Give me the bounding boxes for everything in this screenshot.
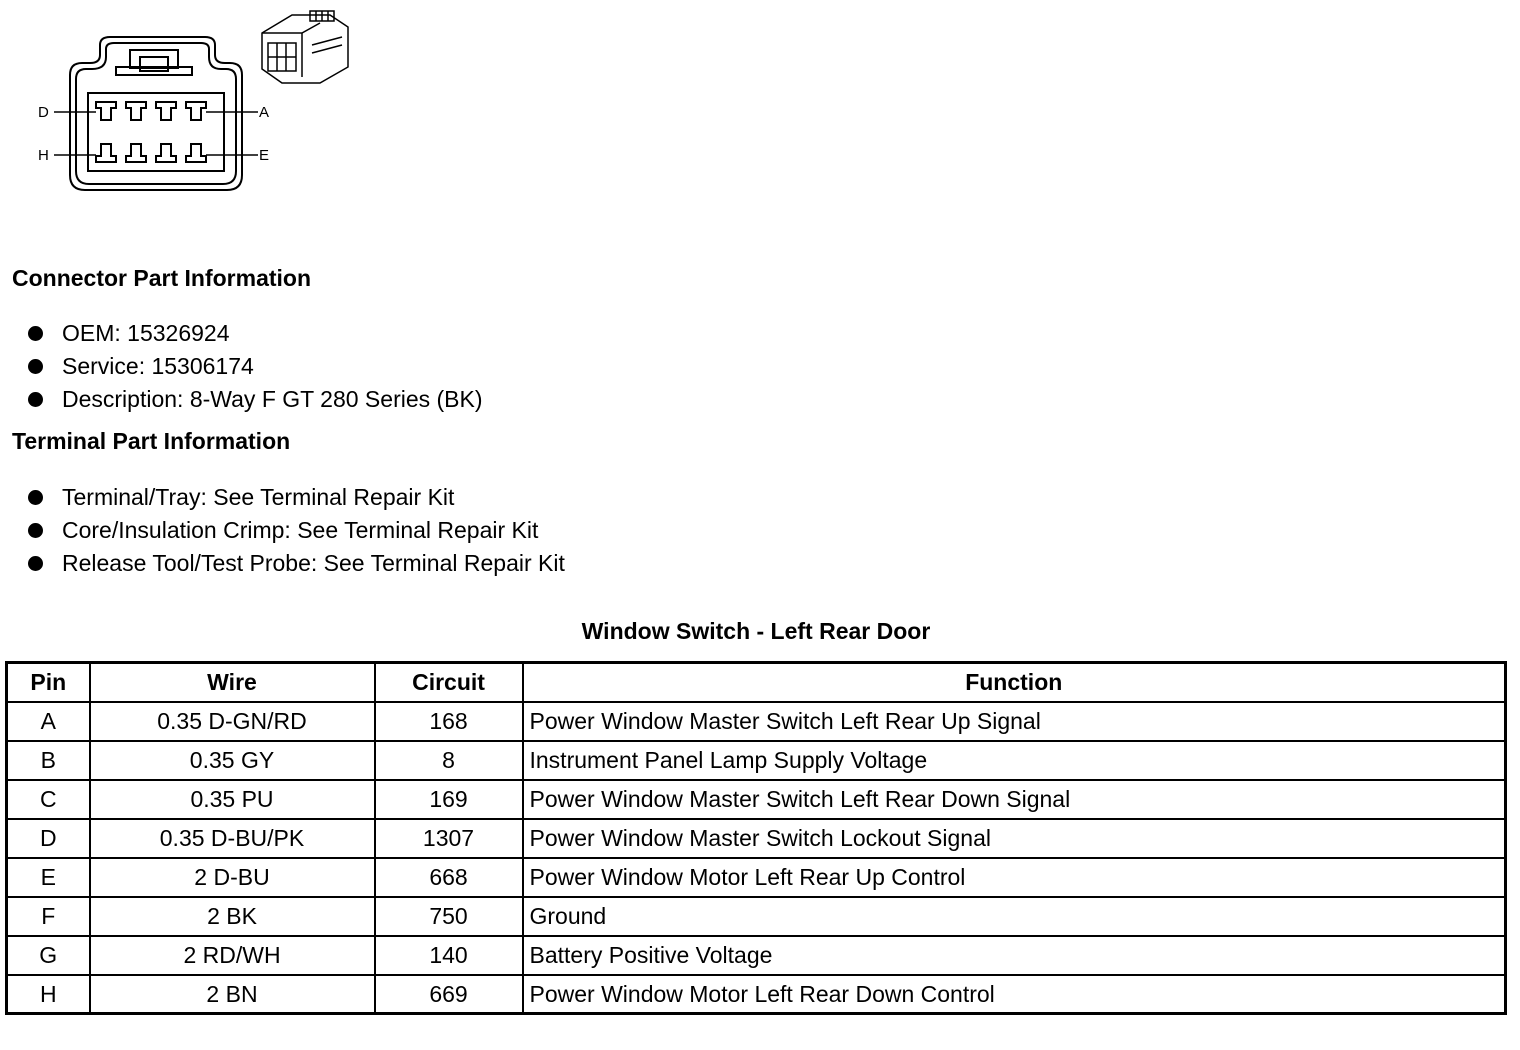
pin-label-e: E	[259, 147, 270, 164]
pinout-table	[5, 661, 1507, 1015]
circuit-cell: 168	[375, 702, 523, 741]
table-header-row	[7, 663, 1506, 702]
list-item: Core/Insulation Crimp: See Terminal Repair Kit	[28, 514, 565, 547]
table-row	[7, 897, 1506, 936]
table-row	[7, 819, 1506, 858]
function-cell: Power Window Master Switch Left Rear Down Signal	[523, 780, 1506, 819]
pin-cell: B	[7, 741, 90, 780]
terminal-info-list	[28, 481, 565, 580]
list-item: Description: 8-Way F GT 280 Series (BK)	[28, 383, 483, 416]
table-row	[7, 702, 1506, 741]
pin-label-d: D	[38, 104, 49, 121]
bullet-icon	[28, 490, 43, 505]
pin-label-a: A	[259, 104, 270, 121]
function-cell: Instrument Panel Lamp Supply Voltage	[523, 741, 1506, 780]
connector-diagram	[30, 5, 370, 205]
terminal-info-heading: Terminal Part Information	[12, 428, 291, 454]
table-row	[7, 975, 1506, 1014]
list-item: Release Tool/Test Probe: See Terminal Repair Kit	[28, 547, 565, 580]
bullet-icon	[28, 359, 43, 374]
function-cell: Ground	[523, 897, 1506, 936]
bullet-icon	[28, 556, 43, 571]
circuit-cell: 668	[375, 858, 523, 897]
function-cell: Power Window Motor Left Rear Up Control	[523, 858, 1506, 897]
circuit-cell: 1307	[375, 819, 523, 858]
table-row	[7, 780, 1506, 819]
circuit-cell: 669	[375, 975, 523, 1014]
wire-cell: 0.35 D-GN/RD	[90, 702, 375, 741]
wire-cell: 2 D-BU	[90, 858, 375, 897]
connector-info-heading: Connector Part Information	[12, 265, 312, 291]
list-item: Terminal/Tray: See Terminal Repair Kit	[28, 481, 565, 514]
pin-cell: D	[7, 819, 90, 858]
bullet-icon	[28, 392, 43, 407]
wire-cell: 2 RD/WH	[90, 936, 375, 975]
circuit-cell: 8	[375, 741, 523, 780]
connector-info-list	[28, 317, 483, 416]
wire-cell: 2 BK	[90, 897, 375, 936]
bullet-icon	[28, 326, 43, 341]
function-cell: Battery Positive Voltage	[523, 936, 1506, 975]
function-cell: Power Window Master Switch Lockout Signal	[523, 819, 1506, 858]
pin-cell: F	[7, 897, 90, 936]
bullet-icon	[28, 523, 43, 538]
circuit-cell: 750	[375, 897, 523, 936]
pin-cell: C	[7, 780, 90, 819]
wire-cell: 0.35 D-BU/PK	[90, 819, 375, 858]
list-item: OEM: 15326924	[28, 317, 483, 350]
pin-cell: G	[7, 936, 90, 975]
table-row	[7, 858, 1506, 897]
wire-cell: 0.35 GY	[90, 741, 375, 780]
connector-housing-outline	[70, 37, 242, 190]
wire-cell: 0.35 PU	[90, 780, 375, 819]
function-cell: Power Window Motor Left Rear Down Control	[523, 975, 1506, 1014]
pin-cell: H	[7, 975, 90, 1014]
column-header-pin: Pin	[7, 663, 90, 702]
circuit-cell: 169	[375, 780, 523, 819]
circuit-cell: 140	[375, 936, 523, 975]
pin-label-h: H	[38, 147, 49, 164]
list-item: Service: 15306174	[28, 350, 483, 383]
pin-cell: E	[7, 858, 90, 897]
table-row	[7, 741, 1506, 780]
table-title: Window Switch - Left Rear Door	[581, 618, 931, 644]
column-header-wire: Wire	[90, 663, 375, 702]
column-header-circuit: Circuit	[375, 663, 523, 702]
function-cell: Power Window Master Switch Left Rear Up Signal	[523, 702, 1506, 741]
table-row	[7, 936, 1506, 975]
pin-cell: A	[7, 702, 90, 741]
connector-isometric-icon	[262, 11, 348, 83]
wire-cell: 2 BN	[90, 975, 375, 1014]
column-header-function: Function	[523, 663, 1506, 702]
